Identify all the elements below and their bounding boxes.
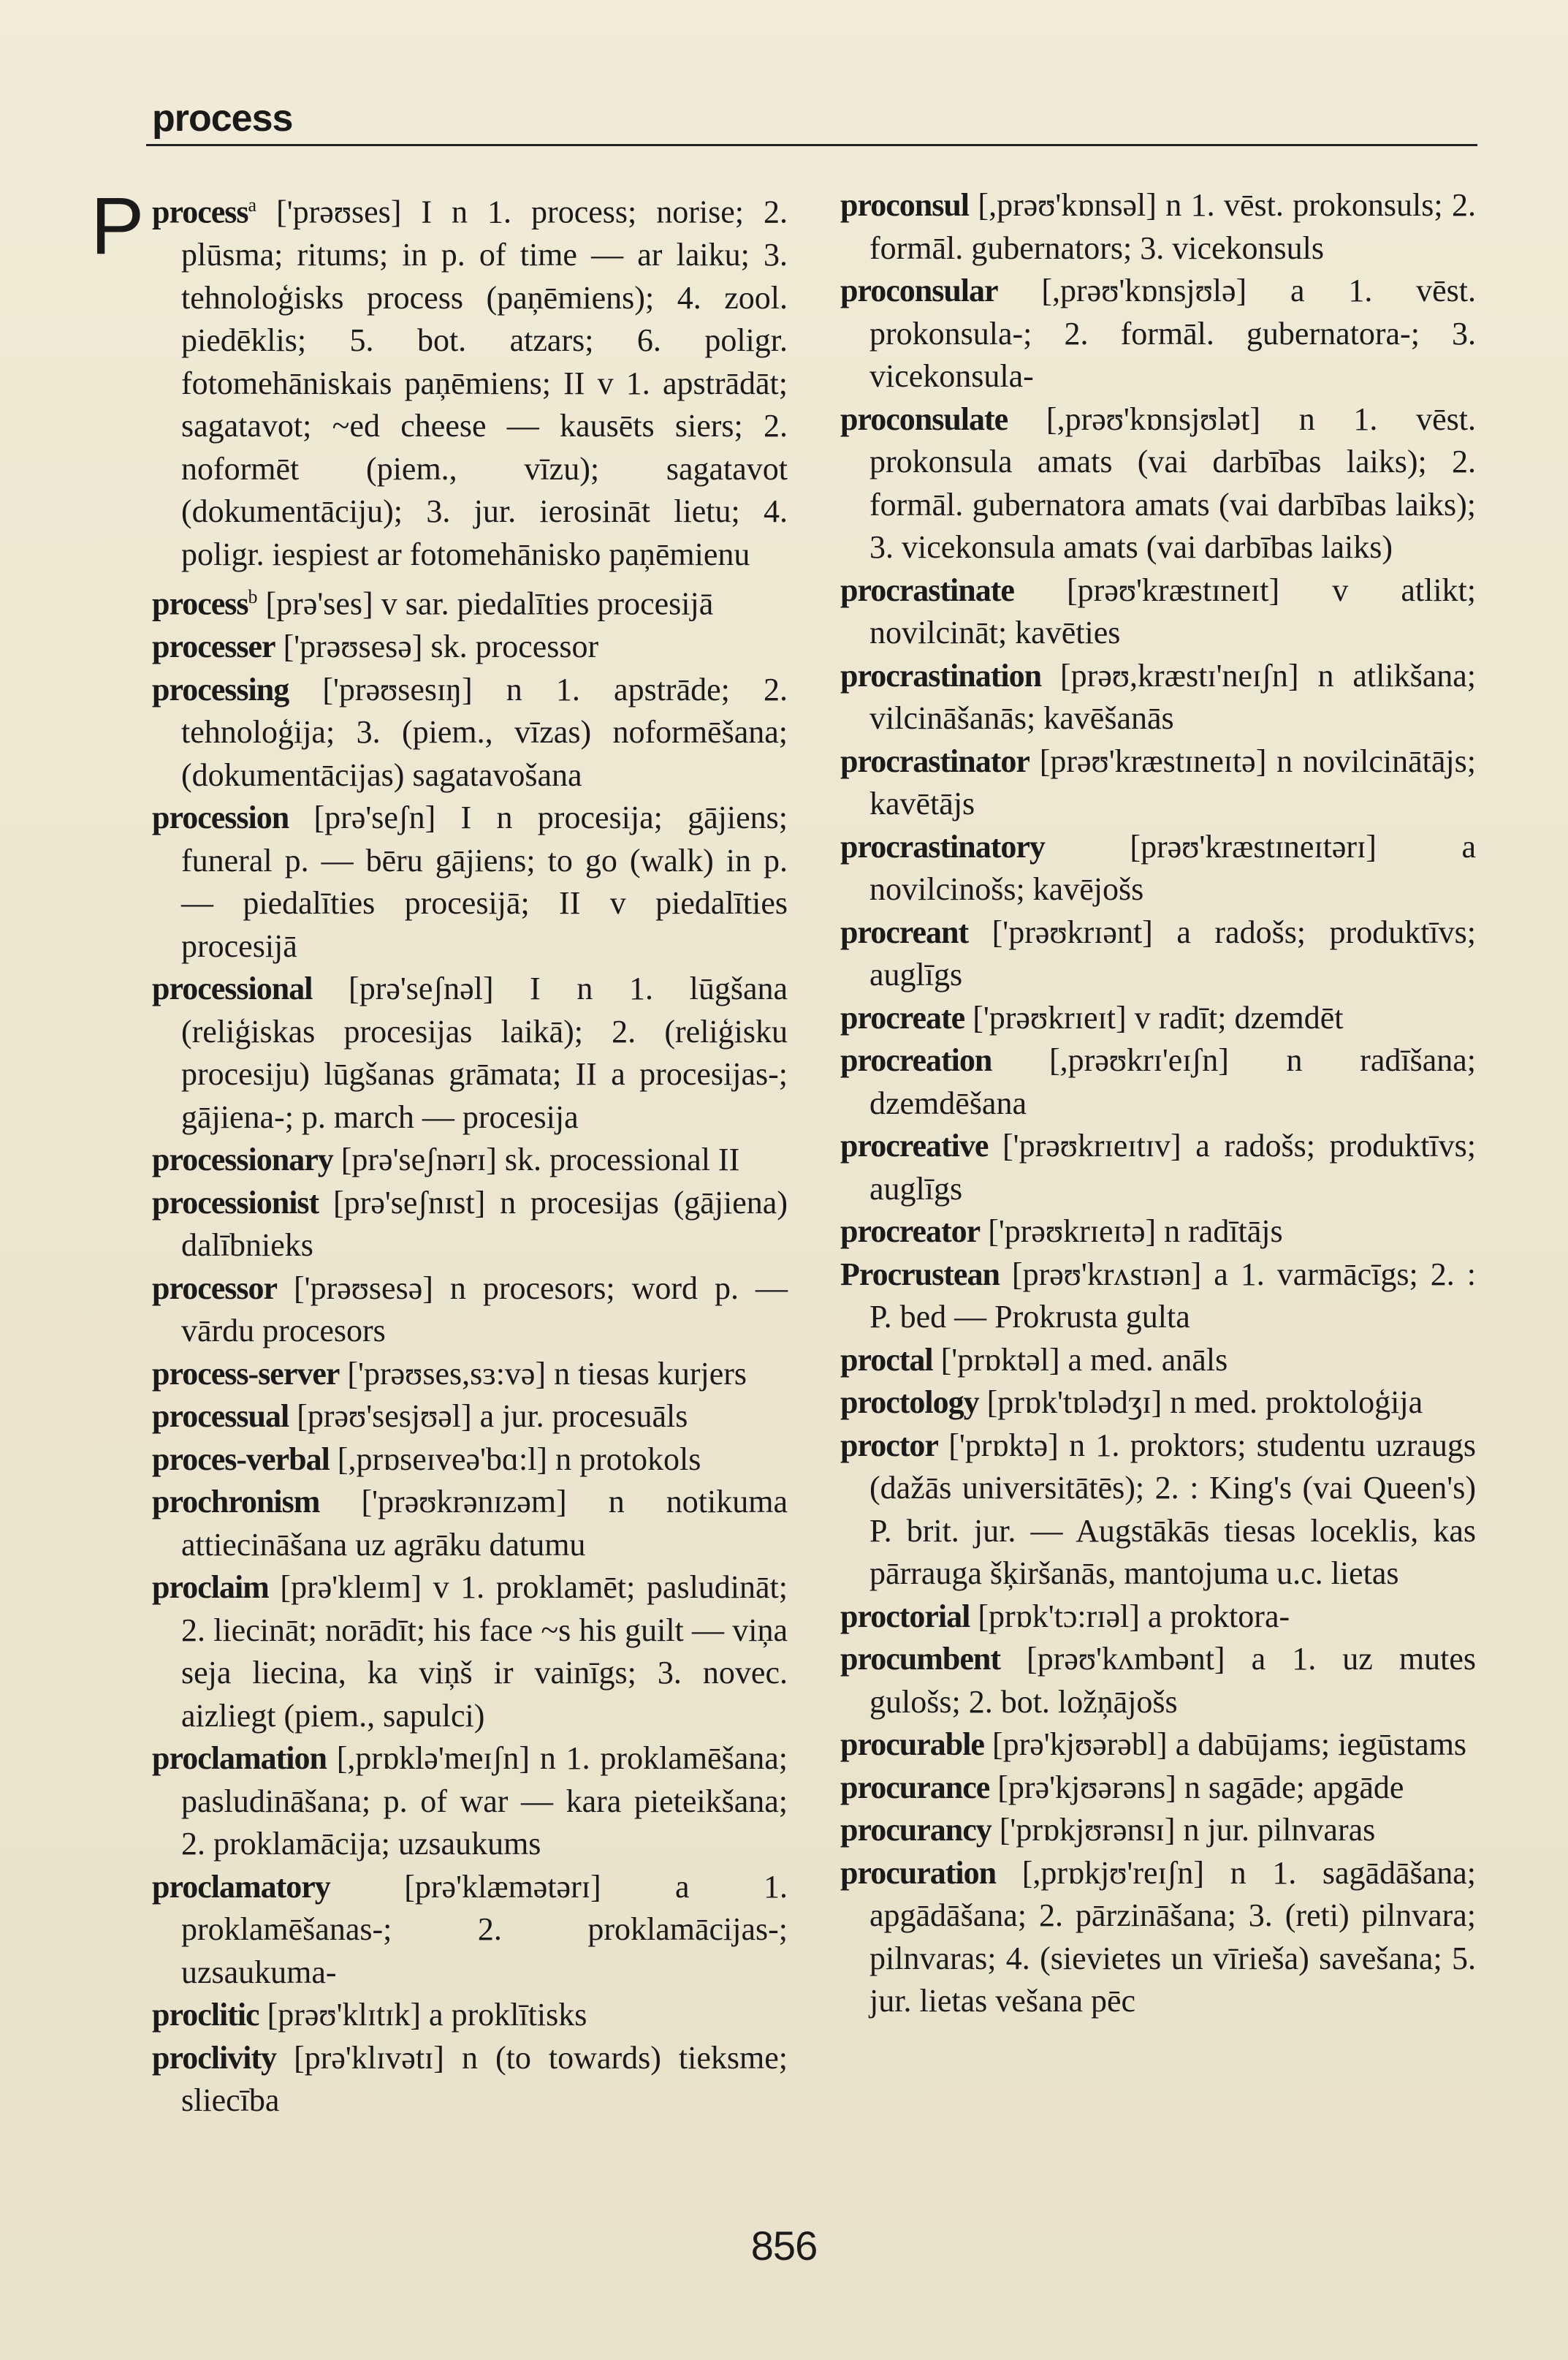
entry-body: [,prɒkjʊ'reɪʃn] n 1. sagādāšana; apgādāšana; 2. pārzināšana; 3. (reti) pilnvara; pilnvaras; 4. (sievietes un vīrieša) savešana; 5. jur. lietas vešana pēc: [869, 1854, 1476, 2019]
entry-headword: Procrustean: [840, 1256, 1000, 1292]
entry-body: ['prəʊkrɪeɪt] v radīt; dzemdēt: [964, 999, 1344, 1036]
entry-body: [prə'klɪvətɪ] n (to towards) tieksme; sliecība: [181, 2039, 788, 2119]
entry-headword: processer: [152, 629, 275, 665]
entry-body: [prəʊ,kræstɪ'neɪʃn] n atlikšana; vilcināšanās; kavēšanās: [869, 657, 1476, 736]
entry-headword: procreator: [840, 1213, 981, 1249]
entry-headword: proclitic: [152, 1997, 259, 2033]
dictionary-entry: [152, 1353, 788, 1396]
entry-headword: proctorial: [840, 1598, 970, 1634]
entry-body: [prə'kjʊərəns] n sagāde; apgāde: [989, 1769, 1404, 1805]
entry-body: [prəʊ'klɪtɪk] a proklītisks: [259, 1997, 587, 2033]
running-head: process: [152, 97, 293, 140]
homonym-superscript: b: [248, 586, 258, 608]
dictionary-entry: [152, 1994, 788, 2037]
entry-body: [prə'kleɪm] v 1. proklamēt; pasludināt; 2. liecināt; norādīt; his face ~s his guilt — viņa seja liecina, ka viņš ir vainīgs; 3. novec. aizliegt (piem., sapulci): [181, 1569, 788, 1734]
dictionary-entry: [840, 270, 1476, 398]
entry-headword: processionist: [152, 1184, 319, 1221]
entry-body: [prɒk'tɔ:rɪəl] a proktora-: [970, 1598, 1290, 1634]
entry-body: [,prəʊ'kɒnsəl] n 1. vēst. prokonsuls; 2. formāl. gubernators; 3. vicekonsuls: [869, 187, 1476, 266]
dictionary-entry: [840, 1723, 1476, 1767]
dictionary-entry: [152, 968, 788, 1139]
entry-body: [prə'kjʊərəbl] a dabūjams; iegūstams: [983, 1726, 1467, 1762]
dictionary-entry: [840, 1210, 1476, 1253]
entry-headword: prochronism: [152, 1484, 320, 1520]
dictionary-entry: [840, 1638, 1476, 1723]
entry-body: ['prəʊsesɪŋ] n 1. apstrāde; 2. tehnoloģija; 3. (piem., vīzas) noformēšana; (dokumentācijas) sagatavošana: [181, 671, 788, 793]
entry-body: [,prəʊ'kɒnsjʊlət] n 1. vēst. prokonsula amats (vai darbības laiks); 2. formāl. gubernatora amats (vai darbības laiks); 3. vicekonsula amats (vai darbības laiks): [869, 401, 1476, 565]
entry-headword: procurance: [840, 1769, 990, 1805]
entry-body: [prəʊ'kʌmbənt] a 1. uz mutes gulošs; 2. bot. ložņājošs: [869, 1641, 1476, 1720]
entry-headword: proconsulate: [840, 401, 1008, 437]
entry-headword: procreative: [840, 1128, 989, 1164]
dictionary-entry: [840, 826, 1476, 911]
dictionary-entry: [840, 1852, 1476, 2023]
entry-headword: procreant: [840, 914, 969, 950]
dictionary-entry: [152, 1395, 788, 1438]
entry-body: [prəʊ'kræstɪneɪtərɪ] a novilcinošs; kavējošs: [869, 828, 1476, 907]
homonym-superscript: a: [248, 194, 257, 216]
left-column: [152, 184, 788, 2122]
dictionary-entry: [152, 184, 788, 576]
entry-headword: process: [152, 194, 248, 230]
page-number: 856: [750, 2223, 818, 2269]
dictionary-entry: [152, 1737, 788, 1866]
thumb-index-letter: P: [91, 181, 145, 271]
dictionary-entry: [840, 740, 1476, 826]
dictionary-entry: [840, 1596, 1476, 1639]
dictionary-entry: [152, 1866, 788, 1995]
entry-body: ['prəʊsesə] n procesors; word p. — vārdu procesors: [181, 1270, 788, 1349]
entry-body: [,prəʊ'kɒnsjʊlə] a 1. vēst. prokonsula-; 2. formāl. gubernatora-; 3. vicekonsula-: [869, 273, 1476, 394]
entry-headword: procrastinator: [840, 743, 1030, 779]
entry-headword: proclaim: [152, 1569, 269, 1606]
dictionary-entry: [152, 1267, 788, 1353]
entry-headword: proctor: [840, 1427, 938, 1463]
entry-body: ['prəʊkrɪeɪtɪv] a radošs; produktīvs; auglīgs: [869, 1128, 1476, 1207]
dictionary-entry: [840, 184, 1476, 270]
dictionary-entry: [840, 911, 1476, 997]
entry-headword: process-server: [152, 1355, 340, 1392]
entry-headword: procuration: [840, 1854, 997, 1891]
header-rule: [146, 144, 1477, 146]
dictionary-entry: [840, 655, 1476, 740]
dictionary-entry: [840, 1381, 1476, 1424]
dictionary-entry: [840, 1253, 1476, 1339]
entry-headword: processional: [152, 971, 313, 1007]
entry-headword: processing: [152, 671, 289, 707]
dictionary-entry: [840, 1767, 1476, 1810]
entry-body: [prə'seʃnərɪ] sk. processional II: [332, 1142, 740, 1178]
entry-headword: procession: [152, 800, 289, 836]
dictionary-entry: [152, 1139, 788, 1182]
entry-headword: processionary: [152, 1142, 333, 1178]
entry-body: [prə'ses] v sar. piedalīties procesijā: [257, 585, 714, 622]
entry-body: [prə'seʃnəl] I n 1. lūgšana (reliģiskas procesijas laikā); 2. (reliģisku procesiju) lūgšanas grāmata; II a procesijas-; gājiena-; p. march — procesija: [181, 971, 788, 1135]
entry-body: ['prəʊkrɪənt] a radošs; produktīvs; auglīgs: [869, 914, 1476, 993]
entry-body: [,prɒklə'meɪʃn] n 1. proklamēšana; pasludināšana; p. of war — kara pieteikšana; 2. proklamācija; uzsaukums: [181, 1740, 788, 1862]
dictionary-entry: [152, 2037, 788, 2122]
entry-body: [prə'seʃn] I n procesija; gājiens; funeral p. — bēru gājiens; to go (walk) in p. — piedalīties procesijā; II v piedalīties procesijā: [181, 800, 788, 964]
entry-body: [prɒk'tɒlədʒɪ] n med. proktoloģija: [978, 1384, 1423, 1420]
entry-body: ['prəʊkrənɪzəm] n notikuma attiecināšana uz agrāku datumu: [181, 1484, 788, 1563]
entry-headword: procumbent: [840, 1641, 1000, 1677]
dictionary-entry: [152, 1182, 788, 1267]
entry-headword: procrastinate: [840, 572, 1014, 608]
dictionary-entry: [840, 1809, 1476, 1852]
entry-body: [prə'klæmətərɪ] a 1. proklamēšanas-; 2. proklamācijas-; uzsaukuma-: [181, 1868, 788, 1990]
dictionary-entry: [152, 1481, 788, 1566]
dictionary-entry: [840, 997, 1476, 1040]
entry-body: ['prəʊses,sɜ:və] n tiesas kurjers: [339, 1355, 747, 1392]
dictionary-entry: [840, 1424, 1476, 1596]
entry-headword: proclamatory: [152, 1868, 330, 1905]
entry-body: ['prɒktə] n 1. proktors; studentu uzraugs (dažās universitātēs); 2. : King's (vai Queen's) P. brit. jur. — Augstākās tiesas loceklis, kas pārrauga šķiršanās, mantojuma u.c. lietas: [869, 1427, 1476, 1591]
right-column: [840, 184, 1476, 2023]
entry-body: ['prəʊkrɪeɪtə] n radītājs: [980, 1213, 1283, 1249]
dictionary-entry: [152, 669, 788, 797]
dictionary-entry: [840, 1125, 1476, 1210]
entry-body: [prəʊ'kræstɪneɪtə] n novilcinātājs; kavētājs: [869, 743, 1476, 822]
dictionary-entry: [152, 576, 788, 626]
entry-headword: procreation: [840, 1042, 992, 1078]
dictionary-entry: [840, 569, 1476, 655]
dictionary-entry: [152, 626, 788, 669]
entry-headword: procrastinatory: [840, 828, 1045, 865]
entry-headword: proclivity: [152, 2039, 277, 2076]
entry-headword: processor: [152, 1270, 278, 1306]
entry-body: [prəʊ'sesjʊəl] a jur. procesuāls: [289, 1398, 688, 1435]
entry-body: ['prəʊsesə] sk. processor: [275, 629, 599, 665]
entry-body: [prəʊ'kræstɪneɪt] v atlikt; novilcināt; kavēties: [869, 572, 1476, 650]
entry-body: ['prɒktəl] a med. anāls: [932, 1341, 1228, 1378]
entry-headword: procrastination: [840, 657, 1042, 694]
entry-headword: procurable: [840, 1726, 984, 1762]
dictionary-entry: [152, 797, 788, 968]
dictionary-entry: [840, 1339, 1476, 1382]
entry-headword: procreate: [840, 999, 965, 1036]
entry-headword: proconsul: [840, 187, 970, 223]
entry-headword: processual: [152, 1398, 289, 1435]
entry-headword: proconsular: [840, 273, 998, 308]
entry-body: [,prɒseɪveə'bɑ:l] n protokols: [329, 1441, 701, 1477]
entry-body: ['prəʊses] I n 1. process; norise; 2. plūsma; ritums; in p. of time — ar laiku; 3. tehnoloģisks process (paņēmiens); 4. zool. piedēklis; 5. bot. atzars; 6. poligr. fotomehāniskais paņēmiens; II v 1. apstrādāt; sagatavot; ~ed cheese — kausēts siers; 2. noformēt (piem., vīzu); sagatavot (dokumentāciju); 3. jur. ierosināt lietu; 4. poligr. iespiest ar fotomehānisko paņēmienu: [181, 194, 788, 572]
dictionary-entry: [840, 398, 1476, 569]
entry-headword: proctal: [840, 1341, 933, 1378]
entry-headword: proctology: [840, 1384, 979, 1420]
entry-headword: procurancy: [840, 1812, 992, 1848]
dictionary-entry: [152, 1566, 788, 1737]
entry-body: [,prəʊkrɪ'eɪʃn] n radīšana; dzemdēšana: [869, 1042, 1476, 1121]
entry-body: [prə'seʃnɪst] n procesijas (gājiena) dalībnieks: [181, 1184, 788, 1264]
entry-headword: proces-verbal: [152, 1441, 330, 1477]
dictionary-entry: [840, 1039, 1476, 1125]
entry-headword: proclamation: [152, 1740, 327, 1777]
entry-body: ['prɒkjʊrənsɪ] n jur. pilnvaras: [991, 1812, 1376, 1848]
entry-headword: process: [152, 585, 248, 622]
dictionary-entry: [152, 1438, 788, 1481]
entry-body: [prəʊ'krʌstɪən] a 1. varmācīgs; 2. : P. bed — Prokrusta gulta: [869, 1256, 1476, 1335]
